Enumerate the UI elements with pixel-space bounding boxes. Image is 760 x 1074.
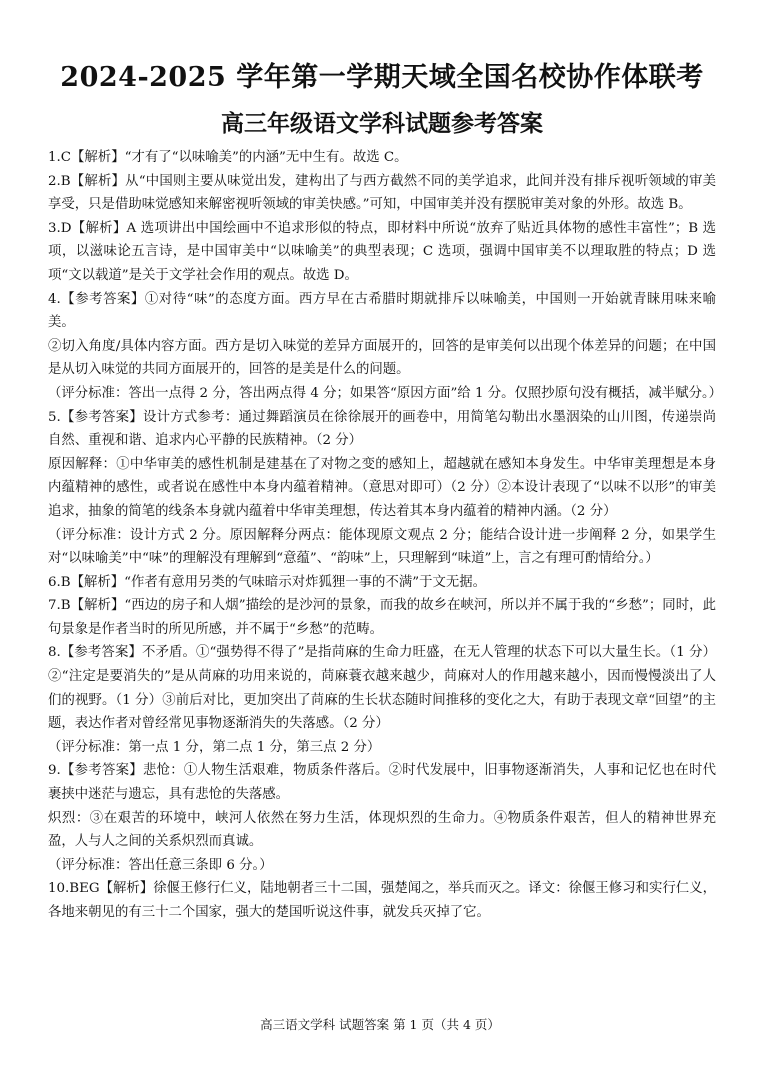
answer-paragraph: 5.【参考答案】设计方式参考：通过舞蹈演员在徐徐展开的画卷中，用简笔勾勒出水墨洇染的山川图，传递崇尚自然、重视和谐、追求内心平静的民族精神。（2 分） (48, 409, 716, 449)
answer-paragraph: 8.【参考答案】不矛盾。①“强势得不得了”是指苘麻的生命力旺盛，在无人管理的状态下可以大量生长。（1 分）②“注定是要消失的”是从苘麻的功用来说的，苘麻蓑衣越来越少，苘麻对人的作用越来越小，因而慢慢淡出了人们的视野。（1 分）③前后对比，更加突出了苘麻的生长状态随时间推移的变化之大，有助于表现文章“回望”的主题，表达作者对曾经常见事物逐渐消失的失落感。（2 分） (48, 645, 716, 732)
answer-paragraph: 6.B【解析】“作者有意用另类的气味暗示对炸狐狸一事的不满”于文无据。 (48, 574, 487, 590)
answer-paragraph: 原因解释：①中华审美的感性机制是建基在了对物之变的感知上，超越就在感知本身发生。中华审美理想是本身内蕴精神的感性，或者说在感性中本身内蕴着精神。（意思对即可）（2 分）②本设计表现了“以味不以形”的审美追求，抽象的简笔的线条本身就内蕴着中华审美理想，传达着其本身内蕴着的精神内涵。（2 分） (48, 456, 716, 519)
answer-paragraph: （评分标准：答出任意三条即 6 分。） (48, 857, 273, 873)
answer-paragraph: 1.C【解析】“才有了“以味喻美”的内涵”无中生有。故选 C。 (48, 150, 408, 165)
answer-paragraph: 2.B【解析】从“中国则主要从味觉出发，建构出了与西方截然不同的美学追求，此间并没有排斥视听领域的审美享受，只是借助味觉感知来解密视听领域的审美快感。”可知，中国审美并没有摆脱审美对象的外形。故选 B。 (48, 173, 716, 213)
exam-title: 2024-2025 学年第一学期天域全国名校协作体联考 (60, 62, 704, 93)
answer-paragraph: 10.BEG【解析】徐偃王修行仁义，陆地朝者三十二国，强楚闻之，举兵而灭之。译文：徐偃王修习和实行仁义，各地来朝见的有三十二个国家，强大的楚国听说这件事，就发兵灭掉了它。 (48, 881, 716, 920)
answer-paragraph: 9.【参考答案】悲怆：①人物生活艰难，物质条件落后。②时代发展中，旧事物逐渐消失，人事和记忆也在时代裹挟中迷茫与遗忘，具有悲怆的失落感。 (48, 763, 716, 803)
answer-paragraph: 7.B【解析】“西边的房子和人烟”描绘的是沙河的景象，而我的故乡在峡河，所以并不属于我的“乡愁”；同时，此句景象是作者当时的所见所感，并不属于“乡愁”的范畴。 (48, 598, 716, 637)
answer-paragraph: （评分标准：第一点 1 分，第二点 1 分，第三点 2 分） (48, 739, 381, 755)
answer-paragraph: （评分标准：答出一点得 2 分，答出两点得 4 分；如果答“原因方面”给 1 分。仅照抄原句没有概括，减半赋分。） (48, 385, 723, 401)
answer-paragraph: ②切入角度/具体内容方面。西方是切入味觉的差异方面展开的，回答的是审美何以出现个体差异的问题；在中国是从切入味觉的共同方面展开的，回答的是美是什么的问题。 (48, 338, 716, 378)
answer-paragraph: 4.【参考答案】①对待“味”的态度方面。西方早在古希腊时期就排斥以味喻美，中国则一开始就青睐用味来喻美。 (48, 291, 716, 331)
answer-paragraph: （评分标准：设计方式 2 分。原因解释分两点：能体现原文观点 2 分；能结合设计进一步阐释 2 分，如果学生对“以味喻美”中“味”的理解没有理解到“意蕴”、“韵味”上，只理解到“味道”上，言之有理可酌情给分。） (48, 527, 716, 567)
answer-paragraph: 3.D【解析】A 选项讲出中国绘画中不追求形似的特点，即材料中所说“放弃了贴近具体物的感性丰富性”；B 选项，以滋味论五言诗，是中国审美中“以味喻美”的典型表现；C 选项，强调中国审美不以理取胜的特点；D 选项“文以载道”是关于文学社会作用的观点。故选 D。 (48, 220, 716, 283)
page-footer: 高三语文学科 试题答案 第 1 页（共 4 页） (260, 1017, 500, 1032)
answer-paragraph: 炽烈：③在艰苦的环境中，峡河人依然在努力生活，体现炽烈的生命力。④物质条件艰苦，但人的精神世界充盈，人与人之间的关系炽烈而真诚。 (48, 810, 716, 850)
answer-key-title: 高三年级语文学科试题参考答案 (221, 110, 543, 137)
answer-body (48, 146, 723, 925)
